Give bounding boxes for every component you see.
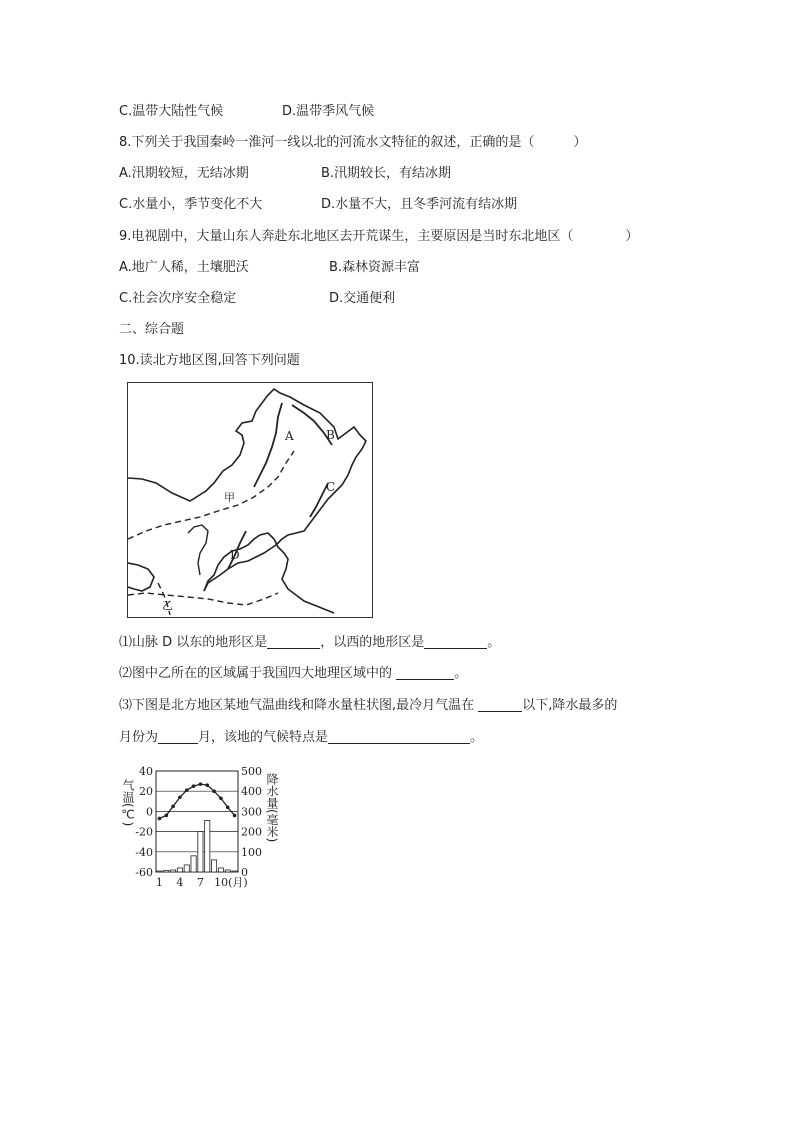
precip-bar [164,870,169,872]
precip-bar [177,868,182,872]
q8-option-a: A.汛期较短，无结冰期 [119,166,249,181]
answer-blank[interactable] [478,697,522,712]
map-label-yi: 乙 [162,599,173,612]
temperature-point [171,805,175,809]
q8-option-c: C.水量小，季节变化不大 [119,197,263,212]
chart-right-tick-label: 0 [241,866,248,879]
q10-sub2-text-b: 。 [454,666,468,681]
temperature-point [199,782,203,786]
q10-sub3-text-c: 月份为 [119,730,159,745]
map-label-a: A [285,429,294,443]
map-svg [128,383,371,616]
q8-stem: 8.下列关于我国秦岭一淮河一线以北的河流水文特征的叙述，正确的是（ ） [119,135,587,150]
precip-bar [225,870,230,872]
precip-bar [232,871,237,872]
q9-option-a: A.地广人稀，土壤肥沃 [119,260,249,275]
chart-left-tick-label: 0 [146,805,153,819]
chart-x-tick-label: 4 [176,876,184,889]
chart-left-tick-label: 40 [139,765,153,778]
q10-sub3-line1 [119,697,617,715]
q9-option-d: D.交通便利 [329,291,396,306]
chart-x-tick-label: 1 [155,876,163,889]
temperature-point [219,796,223,800]
q10-sub1-text-c: 。 [487,635,501,650]
precip-bar [170,870,175,872]
q9-stem: 9.电视剧中，大量山东人奔赴东北地区去开荒谋生，主要原因是当时东北地区（ ） [119,229,639,244]
precip-bar [218,868,223,872]
precip-bar [157,871,162,872]
q10-sub1 [119,634,500,652]
temperature-point [205,783,209,787]
section-title: 二、综合题 [119,322,185,337]
q10-sub2-text-a: ⑵图中乙所在的区域属于我国四大地理区域中的 [119,666,393,681]
chart-right-tick-label: 200 [241,825,262,839]
temperature-point [233,814,237,818]
chart-right-axis-label: 降水量(毫米) [265,773,279,843]
q10-sub3-line2 [119,729,483,747]
q10-sub3-text-a: ⑶下图是北方地区某地气温曲线和降水量柱状图,最冷月气温在 [119,698,475,713]
climate-chart-svg [120,762,290,902]
q10-sub3-text-e: 。 [470,730,484,745]
q10-stem: 10.读北方地区图,回答下列问题 [119,353,300,368]
chart-right-tick-label: 400 [241,785,262,799]
map-boundary-dashed-2 [128,593,278,605]
chart-frame [156,771,238,872]
q10-sub2 [119,665,467,683]
q9-option-c: C.社会次序安全稳定 [119,291,237,306]
q9-option-b: B.森林资源丰富 [329,260,421,275]
map-label-b: B [326,428,335,442]
temperature-point [212,789,216,793]
precip-bar [205,820,210,872]
precip-bar [191,856,196,872]
q8-option-d: D.水量不大，且冬季河流有结冰期 [321,197,518,212]
map-coast-shandong [128,563,154,591]
q10-sub3-text-b: 以下,降水最多的 [522,698,618,713]
q10-sub3-text-d: 月，该地的气候特点是 [198,730,329,745]
answer-blank[interactable] [158,729,198,744]
q7-option-c: C.温带大陆性气候 [119,104,224,119]
precip-bar [184,865,189,872]
answer-blank[interactable] [267,634,320,649]
chart-right-tick-label: 500 [241,765,262,778]
chart-left-tick-label: -60 [135,866,153,879]
chart-right-tick-label: 300 [241,805,262,819]
map-boundary-dashed-1 [128,451,294,539]
precip-bar [211,860,216,872]
north-china-map [127,382,373,618]
chart-x-tick-label: 10(月) [214,876,248,889]
q7-option-d: D.温带季风气候 [282,104,375,119]
temperature-point [158,817,162,821]
temperature-point [226,806,230,810]
map-mountain-a [254,403,282,487]
chart-left-tick-label: -40 [135,845,153,859]
chart-left-tick-label: -20 [135,825,153,839]
temperature-point [178,795,182,799]
chart-left-tick-label: 20 [139,785,153,799]
answer-blank[interactable] [396,665,454,680]
map-label-c: C [326,480,336,494]
temperature-point [192,784,196,788]
map-coast-inner [188,525,208,575]
temperature-point [185,788,189,792]
climate-chart [120,762,290,902]
answer-blank[interactable] [328,729,470,744]
chart-right-tick-label: 100 [241,845,262,859]
chart-x-tick-label: 7 [196,876,204,889]
q10-sub1-text-b: ，以西的地形区是 [320,635,425,650]
temperature-line [159,784,234,818]
answer-blank[interactable] [424,634,487,649]
q8-option-b: B.汛期较长，有结冰期 [321,166,452,181]
map-label-jia: 甲 [224,491,235,504]
chart-left-axis-label: 气温(℃) [121,779,135,827]
precip-bar [198,832,203,872]
temperature-point [164,814,168,818]
map-label-d: D [230,548,240,562]
q10-sub1-text-a: ⑴山脉 D 以东的地形区是 [119,635,268,650]
